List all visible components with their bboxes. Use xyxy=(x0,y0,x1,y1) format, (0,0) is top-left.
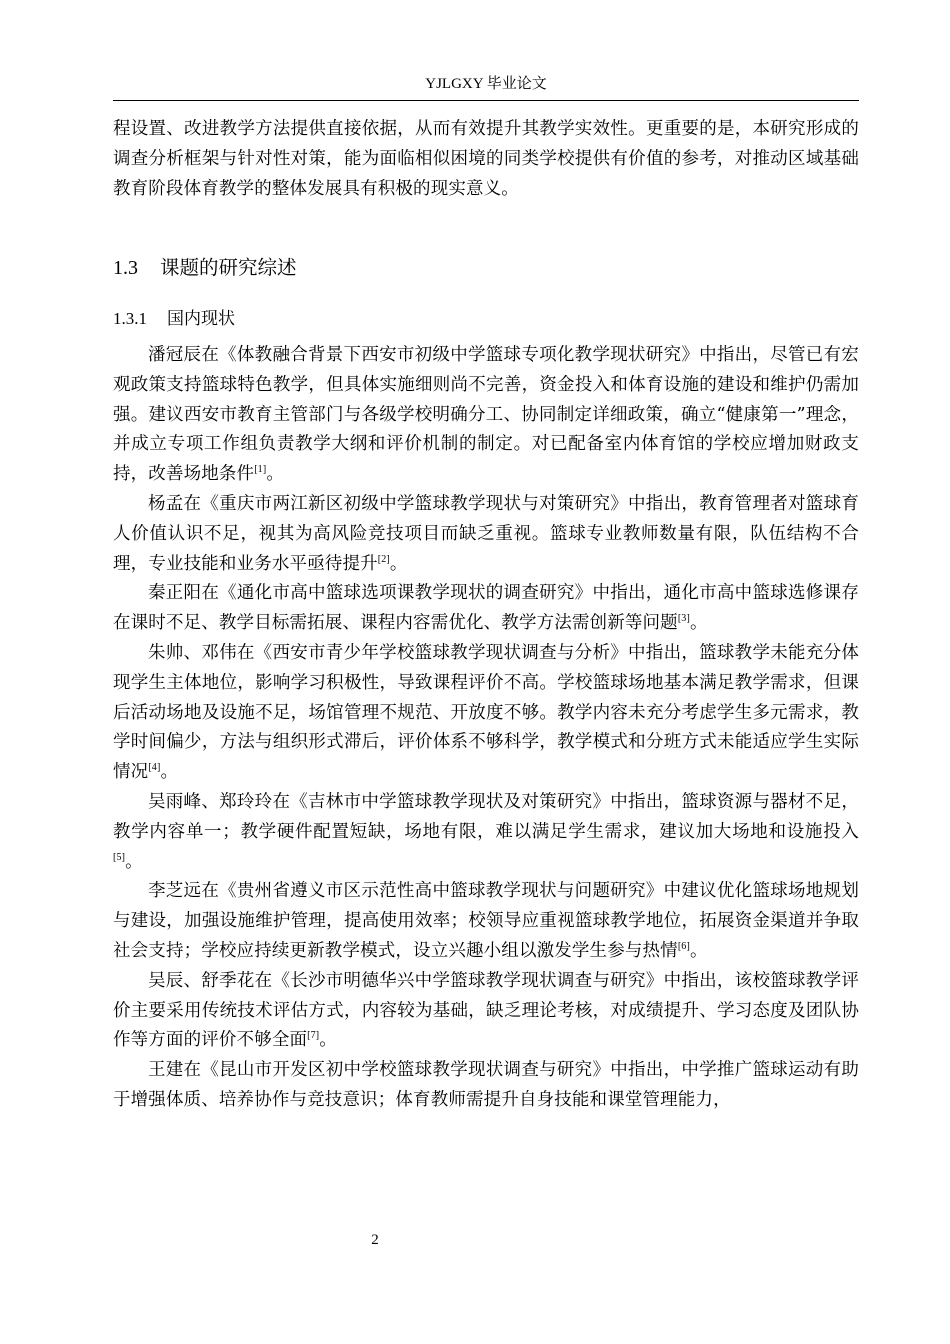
page-number: 2 xyxy=(371,1232,379,1248)
paragraph-text: 潘冠辰在《体教融合背景下西安市初级中学篮球专项化教学现状研究》中指出，尽管已有宏观政策支持篮球特色教学，但具体实施细则尚不完善，资金投入和体育设施的建设和维护仍需加强。建议西安市教育主管部门与各级学校明确分工、协同制定详细政策，确立“健康第一”理念，并成立专项工作组负责教学大纲和评价机制的制定。对已配备室内体育馆的学校应增加财政支持，改善场地条件 xyxy=(113,345,859,485)
section-title: 课题的研究综述 xyxy=(160,256,297,279)
citation-marker: [7] xyxy=(307,1030,320,1042)
review-paragraph xyxy=(113,341,859,490)
paragraph-text: 李芝远在《贵州省遵义市区示范性高中篮球教学现状与问题研究》中建议优化篮球场地规划与建设，加强设施维护管理，提高使用效率；校领导应重视篮球教学地位，拓展资金渠道并争取社会支持；学校应持续更新教学模式，设立兴趣小组以激发学生参与热情 xyxy=(113,881,859,961)
review-paragraph xyxy=(113,788,859,877)
citation-marker: [3] xyxy=(677,613,690,625)
paragraph-end: 。 xyxy=(689,613,708,634)
review-paragraph xyxy=(113,490,859,579)
citation-marker: [6] xyxy=(677,941,690,953)
citation-marker: [2] xyxy=(377,553,390,565)
paragraph-text: 吴辰、舒季花在《长沙市明德华兴中学篮球教学现状调查与研究》中指出，该校篮球教学评价主要采用传统技术评估方式，内容较为基础，缺乏理论考核，对成绩提升、学习态度及团队协作等方面的评价不够全面 xyxy=(113,970,859,1051)
subsection-heading xyxy=(113,308,235,330)
header-divider xyxy=(113,100,859,101)
paragraph-end: 。 xyxy=(125,851,143,872)
paragraph-text: 朱帅、邓伟在《西安市青少年学校篮球教学现状调查与分析》中指出，篮球教学未能充分体现学生主体地位，影响学习积极性，导致课程评价不高。学校篮球场地基本满足教学需求，但课后活动场地及设施不足，场馆管理不规范、开放度不够。教学内容未充分考虑学生多元需求，教学时间偏少，方法与组织形式滞后，评价体系不够科学，教学模式和分班方式未能适应学生实际情况 xyxy=(113,642,859,783)
paragraph-text: 秦正阳在《通化市高中篮球选项课教学现状的调查研究》中指出，通化市高中篮球选修课存在课时不足、教学目标需拓展、课程内容需优化、教学方法需创新等问题 xyxy=(113,583,859,634)
paragraph-text: 杨孟在《重庆市两江新区初级中学篮球教学现状与对策研究》中指出，教育管理者对篮球育人价值认识不足，视其为高风险竞技项目而缺乏重视。篮球专业教师数量有限，队伍结构不合理，专业技能和业务水平亟待提升 xyxy=(113,493,859,574)
paragraph-end: 。 xyxy=(160,762,179,783)
section-number: 1.3 xyxy=(113,257,138,279)
citation-marker: [5] xyxy=(113,851,126,863)
intro-paragraph: 程设置、改进教学方法提供直接依据，从而有效提升其教学实效性。更重要的是，本研究形成的调查分析框架与针对性对策，能为面临相似困境的同类学校提供有价值的参考，对推动区域基础教育阶段体育教学的整体发展具有积极的现实意义。 xyxy=(113,119,859,199)
review-text-block xyxy=(113,341,859,1116)
review-paragraph xyxy=(113,967,859,1056)
running-header: YJLGXY 毕业论文 xyxy=(425,76,547,92)
review-paragraph xyxy=(113,1056,859,1116)
paragraph-text: 王建在《昆山市开发区初中学校篮球教学现状调查与研究》中指出，中学推广篮球运动有助于增强体质、培养协作与竞技意识；体育教师需提升自身技能和课堂管理能力， xyxy=(113,1060,859,1110)
section-heading xyxy=(113,256,297,280)
paragraph-end: 。 xyxy=(689,940,708,961)
subsection-title: 国内现状 xyxy=(167,309,235,329)
review-paragraph xyxy=(113,579,859,639)
review-paragraph xyxy=(113,877,859,966)
paragraph-end: 。 xyxy=(266,464,284,485)
citation-marker: [4] xyxy=(148,762,161,774)
citation-marker: [1] xyxy=(254,464,267,476)
paragraph-text: 吴雨峰、郑玲玲在《吉林市中学篮球教学现状及对策研究》中指出，篮球资源与器材不足，教学内容单一；教学硬件配置短缺，场地有限，难以满足学生需求，建议加大场地和设施投入 xyxy=(113,791,859,842)
intro-text-block xyxy=(113,115,859,204)
paragraph-end: 。 xyxy=(389,553,408,574)
subsection-number: 1.3.1 xyxy=(113,309,147,328)
paragraph-end: 。 xyxy=(319,1030,337,1051)
review-paragraph xyxy=(113,639,859,788)
